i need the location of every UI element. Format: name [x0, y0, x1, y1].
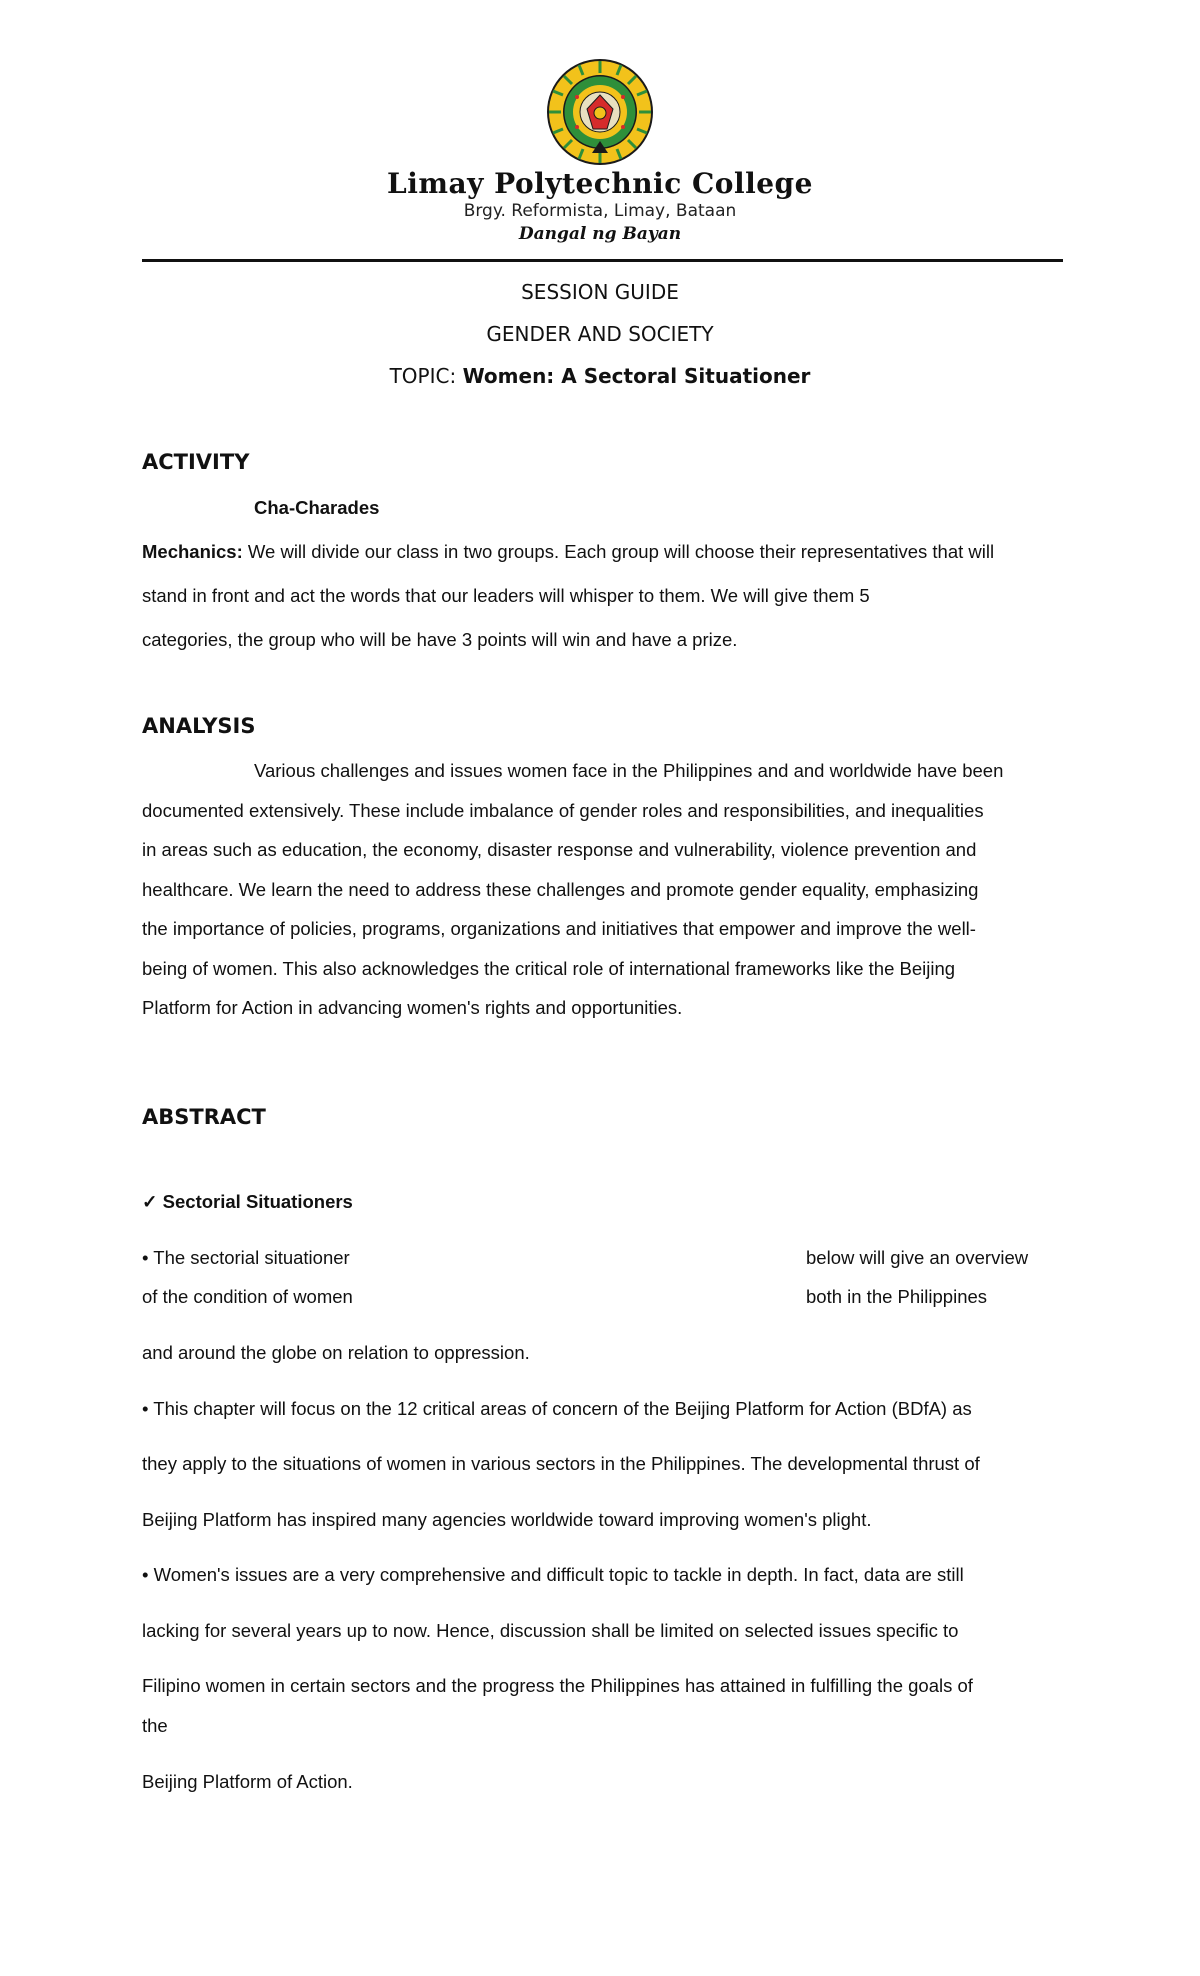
topic-value: Women: A Sectoral Situationer: [462, 364, 811, 388]
mechanics-text: We will divide our class in two groups. Each group will choose their representatives that will: [247, 541, 995, 562]
bullet3-text-line: Beijing Platform of Action.: [142, 1771, 353, 1792]
bullet1-right-line: below will give an overview: [806, 1247, 1029, 1268]
college-motto: Dangal ng Bayan: [518, 224, 682, 244]
bullet3-text-line: • Women's issues are a very comprehensive and difficult topic to tackle in depth. In fact, data are still: [142, 1564, 964, 1585]
analysis-text-line: being of women. This also acknowledges the critical role of international frameworks like the Beijing: [142, 958, 956, 979]
bullet3-text-line: lacking for several years up to now. Hence, discussion shall be limited on selected issues specific to: [142, 1620, 959, 1641]
session-guide-title: SESSION GUIDE: [521, 280, 679, 304]
check-mark-icon: ✓: [142, 1191, 158, 1212]
course-title: GENDER AND SOCIETY: [486, 322, 714, 346]
header-divider: [142, 259, 1063, 262]
activity-text-line: stand in front and act the words that our leaders will whisper to them. We will give them 5: [142, 585, 870, 606]
analysis-text-line: the importance of policies, programs, organizations and initiatives that empower and improve the well-: [142, 918, 976, 939]
abstract-heading: ABSTRACT: [142, 1105, 266, 1129]
analysis-text-line: in areas such as education, the economy, disaster response and vulnerability, violence prevention and: [142, 839, 977, 860]
analysis-heading: ANALYSIS: [142, 714, 256, 738]
subheading-text: Sectorial Situationers: [162, 1191, 353, 1212]
analysis-text-line: healthcare. We learn the need to address these challenges and promote gender equality, emphasizing: [142, 879, 979, 900]
bullet1-text-line: and around the globe on relation to oppression.: [142, 1342, 530, 1363]
bullet1-left-line: • The sectorial situationer: [142, 1247, 350, 1268]
bullet1-left-line: of the condition of women: [142, 1286, 353, 1307]
college-name: Limay Polytechnic College: [387, 167, 813, 200]
activity-heading: ACTIVITY: [142, 450, 250, 474]
analysis-text-line: documented extensively. These include imbalance of gender roles and responsibilities, and inequalities: [142, 800, 984, 821]
analysis-text-line: Various challenges and issues women face in the Philippines and and worldwide have been: [254, 760, 1004, 781]
bullet3-text-line: Filipino women in certain sectors and the progress the Philippines has attained in fulfilling the goals of: [142, 1675, 973, 1696]
college-seal-logo: [545, 57, 655, 167]
bullet2-text-line: they apply to the situations of women in various sectors in the Philippines. The developmental thrust of: [142, 1453, 980, 1474]
analysis-text-line: Platform for Action in advancing women's rights and opportunities.: [142, 997, 683, 1018]
bullet2-text-line: • This chapter will focus on the 12 critical areas of concern of the Beijing Platform for Action (BDfA) as: [142, 1398, 972, 1419]
activity-game-title: Cha-Charades: [254, 497, 380, 518]
topic-line: [0, 364, 1200, 388]
activity-text-line: categories, the group who will be have 3 points will win and have a prize.: [142, 629, 738, 650]
activity-mechanics-line: [142, 541, 994, 563]
bullet2-text-line: Beijing Platform has inspired many agencies worldwide toward improving women's plight.: [142, 1509, 872, 1530]
bullet1-right-line: both in the Philippines: [806, 1286, 988, 1307]
topic-label: TOPIC:: [389, 364, 457, 388]
college-address: Brgy. Reformista, Limay, Bataan: [463, 201, 737, 221]
bullet3-text-line: the: [142, 1715, 168, 1736]
abstract-subheading: [142, 1191, 353, 1213]
mechanics-label: Mechanics:: [142, 541, 243, 562]
